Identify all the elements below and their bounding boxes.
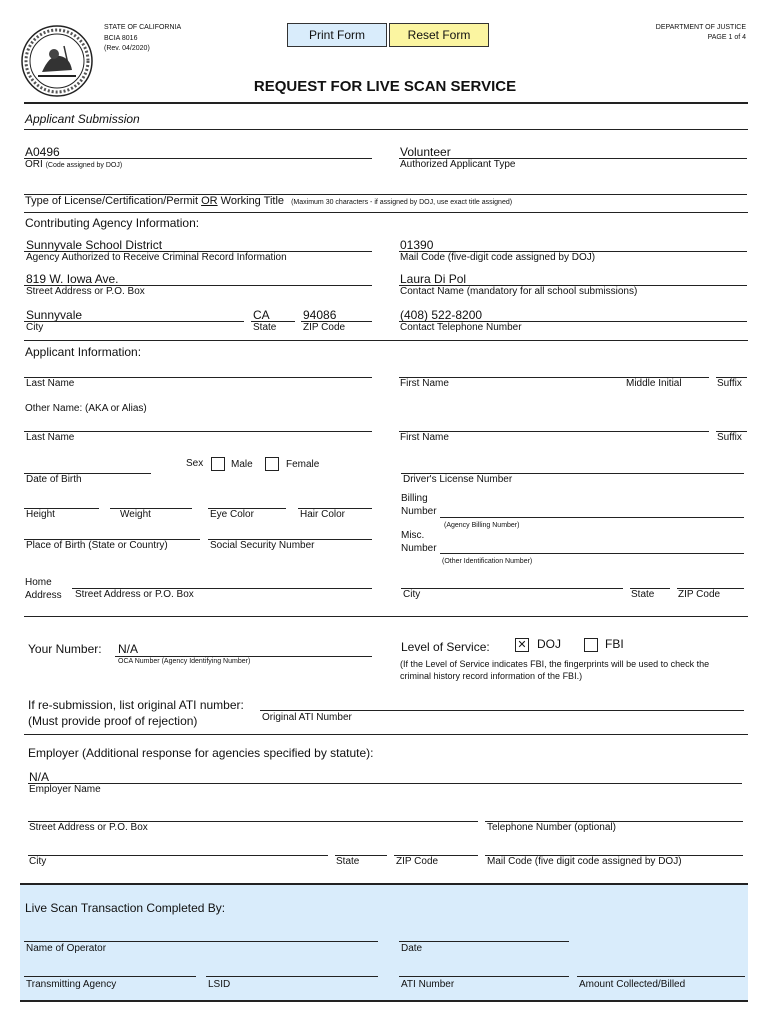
billing-line xyxy=(440,517,744,518)
form-title: REQUEST FOR LIVE SCAN SERVICE xyxy=(253,78,517,95)
agency-name-value[interactable]: Sunnyvale School District xyxy=(26,238,163,252)
state-label: STATE OF CALIFORNIA xyxy=(104,24,182,31)
home-label-2: Address xyxy=(25,590,62,601)
agency-heading: Contributing Agency Information: xyxy=(25,216,200,230)
last-name-line xyxy=(24,377,372,378)
contact-name-label: Contact Name (mandatory for all school submissions) xyxy=(400,286,638,297)
mail-code-label: Mail Code (five-digit code assigned by DOJ) xyxy=(400,252,596,263)
lsid-label: LSID xyxy=(208,979,231,990)
amount-label: Amount Collected/Billed xyxy=(579,979,686,990)
agency-street-value[interactable]: 819 W. Iowa Ave. xyxy=(26,272,119,286)
section-divider xyxy=(24,129,748,130)
first-name-label: First Name xyxy=(400,378,449,389)
reset-form-button[interactable]: Reset Form xyxy=(389,23,489,47)
dob-label: Date of Birth xyxy=(26,474,82,485)
agency-street-label: Street Address or P.O. Box xyxy=(26,286,145,297)
section-divider xyxy=(24,734,748,735)
height-label: Height xyxy=(26,509,55,520)
home-label-1: Home xyxy=(25,577,52,588)
form-revision: (Rev. 04/2020) xyxy=(104,45,150,52)
misc-label-1: Misc. xyxy=(401,530,425,541)
level-of-service-label: Level of Service: xyxy=(401,640,490,654)
ori-label xyxy=(25,159,122,170)
agency-name-label: Agency Authorized to Receive Criminal Record Information xyxy=(26,252,287,263)
applicant-heading: Applicant Information: xyxy=(25,345,142,359)
contact-phone-value[interactable]: (408) 522-8200 xyxy=(400,308,483,322)
section-divider xyxy=(24,616,748,617)
applicant-type-value[interactable]: Volunteer xyxy=(400,145,451,159)
ssn-label: Social Security Number xyxy=(210,540,315,551)
employer-name-value[interactable]: N/A xyxy=(29,770,50,784)
hair-color-label: Hair Color xyxy=(300,509,346,520)
misc-note: (Other Identification Number) xyxy=(442,558,533,565)
agency-city-label: City xyxy=(26,322,44,333)
section-applicant-submission: Applicant Submission xyxy=(25,112,140,126)
fbi-note-2: criminal history record information of the FBI.) xyxy=(400,671,583,681)
date-label: Date xyxy=(401,943,423,954)
male-checkbox[interactable] xyxy=(211,457,225,471)
doj-checkbox[interactable] xyxy=(515,638,529,652)
license-label-text2: Working Title xyxy=(220,195,285,207)
date-line xyxy=(399,941,569,942)
home-street-label: Street Address or P.O. Box xyxy=(75,589,194,600)
employer-city-line xyxy=(28,855,328,856)
home-zip-label: ZIP Code xyxy=(678,589,721,600)
license-or: OR xyxy=(201,195,218,207)
employer-city-label: City xyxy=(29,856,47,867)
agency-city-line xyxy=(24,321,244,322)
live-scan-panel xyxy=(20,883,748,1002)
agency-city-value[interactable]: Sunnyvale xyxy=(26,308,83,322)
misc-line xyxy=(440,553,744,554)
suffix-label: Suffix xyxy=(717,378,742,389)
agency-zip-label: ZIP Code xyxy=(303,322,346,333)
female-checkbox[interactable] xyxy=(265,457,279,471)
other-name-label: Other Name: (AKA or Alias) xyxy=(25,403,147,414)
aka-first-name-label: First Name xyxy=(400,432,449,443)
license-label xyxy=(25,195,512,207)
contact-phone-label: Contact Telephone Number xyxy=(400,322,522,333)
home-city-label: City xyxy=(403,589,421,600)
resubmission-label-1: If re-submission, list original ATI number: xyxy=(28,698,244,712)
ati-number-label: ATI Number xyxy=(401,979,455,990)
aka-last-name-label: Last Name xyxy=(26,432,75,443)
employer-name-line xyxy=(28,783,742,784)
license-note: (Maximum 30 characters - if assigned by DOJ, use exact title assigned) xyxy=(291,199,513,206)
employer-street-label: Street Address or P.O. Box xyxy=(29,822,148,833)
last-name-label: Last Name xyxy=(26,378,75,389)
employer-mail-label: Mail Code (five digit code assigned by DOJ) xyxy=(487,856,682,867)
your-number-line xyxy=(115,656,372,657)
form-number: BCIA 8016 xyxy=(104,35,138,42)
fbi-note-1: (If the Level of Service indicates FBI, the fingerprints will be used to check the xyxy=(400,659,710,669)
resubmission-label-2: (Must provide proof of rejection) xyxy=(28,714,198,728)
operator-label: Name of Operator xyxy=(26,943,107,954)
applicant-type-label: Authorized Applicant Type xyxy=(400,159,516,170)
lsid-line xyxy=(206,976,378,977)
transmitting-agency-label: Transmitting Agency xyxy=(26,979,117,990)
ati-line xyxy=(260,710,744,711)
transmitting-agency-line xyxy=(24,976,196,977)
agency-zip-value[interactable]: 94086 xyxy=(303,308,337,322)
oca-note: OCA Number (Agency Identifying Number) xyxy=(118,658,251,665)
section-divider xyxy=(24,212,748,213)
sex-label: Sex xyxy=(186,458,204,469)
bottom-divider xyxy=(20,1000,748,1002)
ori-value[interactable]: A0496 xyxy=(25,145,60,159)
your-number-value[interactable]: N/A xyxy=(118,642,139,656)
billing-label-1: Billing xyxy=(401,493,428,504)
mail-code-value[interactable]: 01390 xyxy=(400,238,434,252)
aka-last-name-line xyxy=(24,431,372,432)
employer-heading: Employer (Additional response for agencies specified by statute): xyxy=(28,746,374,760)
weight-label: Weight xyxy=(120,509,151,520)
amount-line xyxy=(577,976,745,977)
home-city-line xyxy=(401,588,623,589)
print-form-button[interactable]: Print Form xyxy=(287,23,387,47)
misc-label-2: Number xyxy=(401,543,437,554)
page-number: PAGE 1 of 4 xyxy=(707,34,746,41)
fbi-label: FBI xyxy=(605,637,624,651)
employer-phone-label: Telephone Number (optional) xyxy=(487,822,616,833)
live-scan-heading: Live Scan Transaction Completed By: xyxy=(25,901,226,915)
female-label: Female xyxy=(286,459,320,470)
employer-name-label: Employer Name xyxy=(29,784,101,795)
ori-note: (Code assigned by DOJ) xyxy=(45,162,123,169)
contact-name-value[interactable]: Laura Di Pol xyxy=(400,272,467,286)
doj-label: DOJ xyxy=(537,637,561,651)
billing-note: (Agency Billing Number) xyxy=(444,522,520,529)
billing-label-2: Number xyxy=(401,506,437,517)
employer-state-label: State xyxy=(336,856,360,867)
home-state-label: State xyxy=(631,589,655,600)
agency-state-label: State xyxy=(253,322,277,333)
ati-label: Original ATI Number xyxy=(262,712,352,723)
employer-zip-label: ZIP Code xyxy=(396,856,439,867)
title-divider xyxy=(24,102,748,104)
doj-check-mark: ✕ xyxy=(517,639,527,651)
ati-number-line xyxy=(399,976,569,977)
operator-line xyxy=(24,941,378,942)
aka-suffix-label: Suffix xyxy=(717,432,742,443)
section-divider xyxy=(24,340,748,341)
ori-label-text: ORI xyxy=(25,159,43,170)
your-number-label: Your Number: xyxy=(28,642,102,656)
middle-initial-label: Middle Initial xyxy=(626,378,682,389)
male-label: Male xyxy=(231,459,253,470)
license-label-text: Type of License/Certification/Permit xyxy=(25,195,199,207)
eye-color-label: Eye Color xyxy=(210,509,254,520)
drivers-license-label: Driver's License Number xyxy=(403,474,513,485)
fbi-checkbox[interactable] xyxy=(584,638,598,652)
pob-label: Place of Birth (State or Country) xyxy=(26,540,168,551)
department-label: DEPARTMENT OF JUSTICE xyxy=(655,24,746,31)
agency-state-value[interactable]: CA xyxy=(253,308,270,322)
